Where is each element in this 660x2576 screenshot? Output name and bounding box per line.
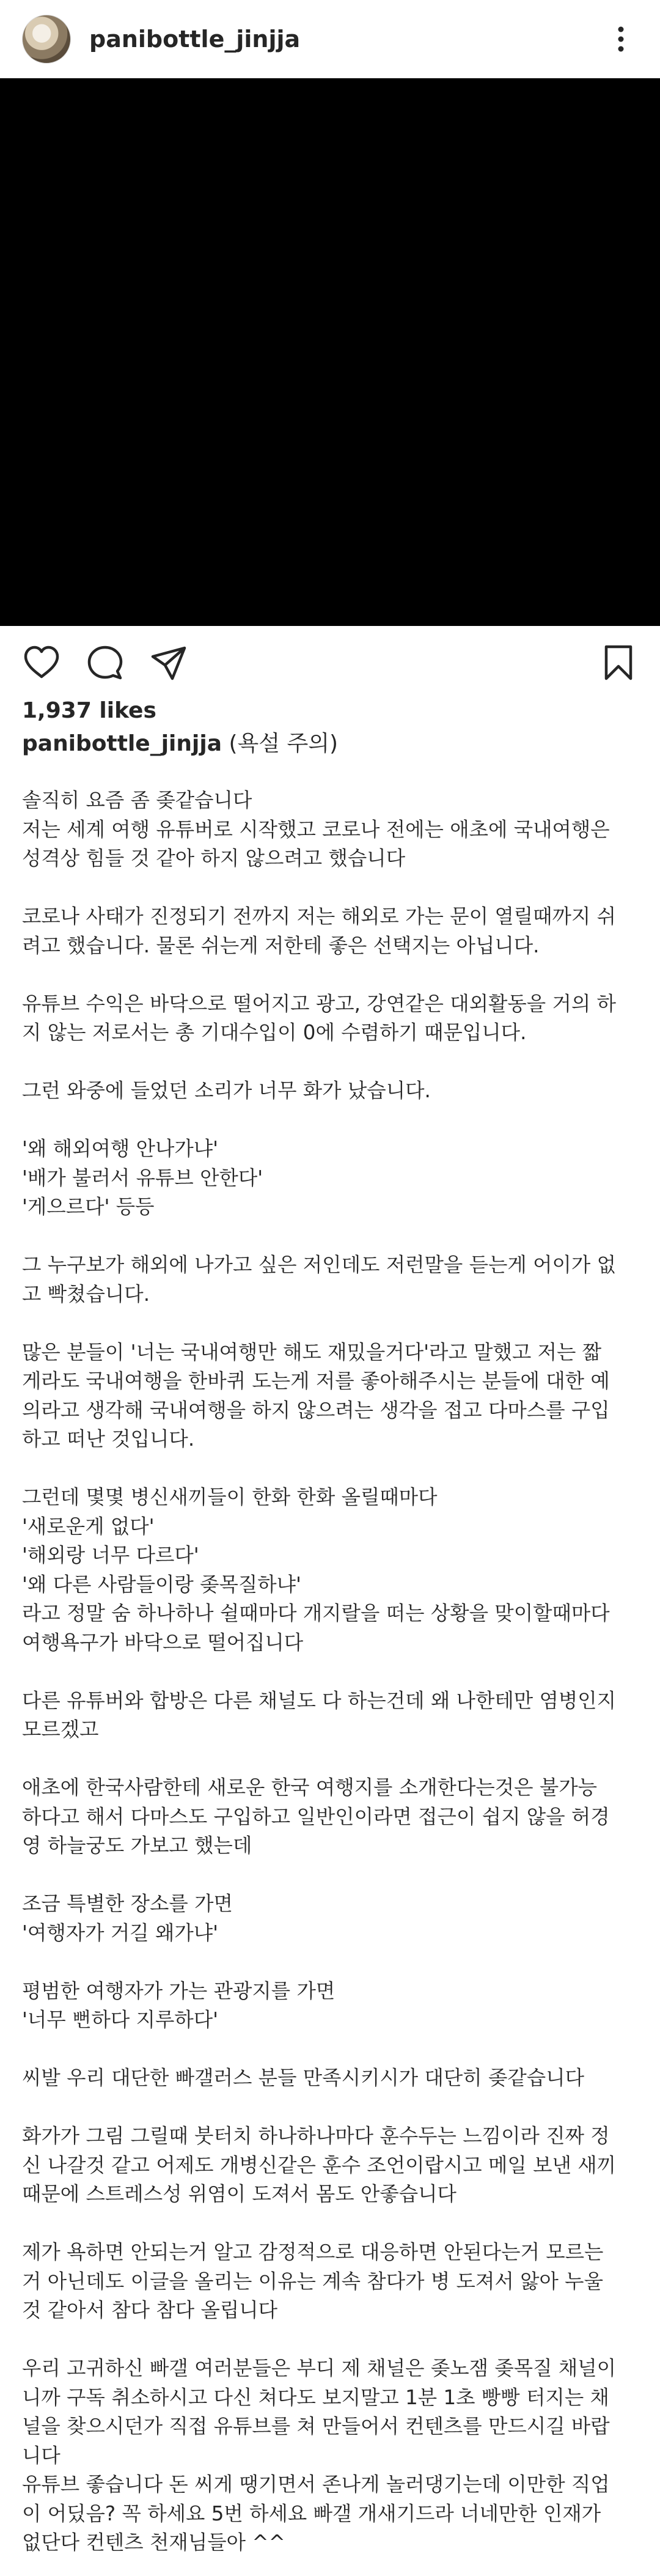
caption-line: 코로나 사태가 진정되기 전까지 저는 해외로 가는 문이 열릴때까지 쉬: [22, 905, 617, 928]
caption-gap: [22, 2093, 639, 2122]
caption-gap: [22, 1454, 639, 1484]
send-icon[interactable]: [149, 643, 188, 682]
caption-line: 널을 찾으시던가 직접 유튜브를 쳐 만들어서 컨텐츠를 만드시길 바랍: [22, 2415, 610, 2438]
caption-line: '해외랑 너무 다르다': [22, 1544, 199, 1567]
caption-line: '여행자가 거길 왜가냐': [22, 1921, 219, 1945]
caption-line: '왜 다른 사람들이랑 좆목질하냐': [22, 1572, 301, 1596]
caption-gap: [22, 1948, 639, 1977]
caption-gap: [22, 1745, 639, 1774]
caption-line: 제가 욕하면 안되는거 알고 감정적으로 대응하면 안된다는거 모르는: [22, 2240, 604, 2264]
post-header: [0, 0, 660, 78]
caption-line: '게으르다' 등등: [22, 1195, 155, 1218]
caption-line: 씨발 우리 대단한 빠갤러스 분들 만족시키시가 대단히 좆같습니다: [22, 2066, 584, 2089]
caption-line: 애초에 한국사람한테 새로운 한국 여행지를 소개한다는것은 불가능: [22, 1776, 598, 1799]
caption-gap: [22, 2325, 639, 2355]
caption-gap: [22, 1861, 639, 1890]
caption-line: 유튜브 수익은 바닥으로 떨어지고 광고, 강연같은 대외활동을 거의 하: [22, 992, 617, 1015]
caption-title: (욕설 주의): [229, 731, 339, 756]
caption-line: '배가 불러서 유튜브 안한다': [22, 1166, 263, 1190]
caption-header: [22, 727, 338, 760]
caption-line: 많은 분들이 '너는 국내여행만 해도 재밌을거다'라고 말했고 저는 짧: [22, 1340, 602, 1364]
caption-gap: [22, 1309, 639, 1338]
caption-line: 것 같아서 참다 참다 올립니다: [22, 2298, 278, 2322]
caption-line: 다른 유튜버와 합방은 다른 채널도 다 하는건데 왜 나한테만 염병인지: [22, 1688, 617, 1712]
caption-line: 유튜브 좋습니다 돈 씨게 땡기면서 존나게 놀러댕기는데 이만한 직업: [22, 2473, 610, 2496]
caption-gap: [22, 2209, 639, 2239]
caption-line: 니다: [22, 2443, 61, 2467]
caption-gap: [22, 1106, 639, 1135]
caption-line: 솔직히 요즘 좀 좆같습니다: [22, 789, 252, 812]
caption-line: 그런데 몇몇 병신새끼들이 한화 한화 올릴때마다: [22, 1485, 438, 1509]
caption-line: '새로운게 없다': [22, 1514, 155, 1538]
post-actions: [0, 626, 660, 697]
caption-line: 라고 정말 숨 하나하나 쉴때마다 개지랄을 떠는 상황을 맞이할때마다: [22, 1602, 610, 1625]
caption-line: 우리 고귀하신 빠갤 여러분들은 부디 제 채널은 좆노잼 좆목질 채널이: [22, 2357, 617, 2380]
comment-icon[interactable]: [86, 643, 125, 682]
caption-line: 거 아닌데도 이글을 올리는 이유는 계속 참다가 병 도져서 앓아 누울: [22, 2269, 603, 2293]
caption-line: 이 어딨음? 꼭 하세요 5번 하세요 빠갤 개새기드라 너네만한 인재가: [22, 2501, 601, 2525]
avatar[interactable]: [22, 15, 71, 64]
heart-icon[interactable]: [22, 643, 61, 682]
caption-body: [22, 786, 639, 2558]
caption-gap: [22, 2035, 639, 2064]
caption-line: 저는 세계 여행 유튜버로 시작했고 코로나 전에는 애초에 국내여행은: [22, 817, 610, 841]
caption-line: 영 하늘궁도 가보고 했는데: [22, 1834, 252, 1857]
caption-line: 지 않는 저로서는 총 기대수입이 0에 수렴하기 때문입니다.: [22, 1021, 527, 1044]
caption-gap: [22, 1048, 639, 1077]
likes-count[interactable]: 1,937 likes: [22, 698, 156, 723]
caption-line: 려고 했습니다. 물론 쉬는게 저한테 좋은 선택지는 아닙니다.: [22, 933, 540, 957]
caption-line: 고 빡쳤습니다.: [22, 1282, 150, 1306]
caption-line: 하고 떠난 것입니다.: [22, 1427, 195, 1451]
caption-line: '너무 뻔하다 지루하다': [22, 2008, 219, 2031]
caption-gap: [22, 1657, 639, 1687]
caption-line: 여행욕구가 바닥으로 떨어집니다: [22, 1630, 304, 1654]
caption-line: 모르겠고: [22, 1718, 99, 1741]
caption-line: 평범한 여행자가 가는 관광지를 가면: [22, 1979, 336, 2003]
caption-line: 때문에 스트레스성 위염이 도져서 몸도 안좋습니다: [22, 2182, 457, 2206]
caption-line: 니까 구독 취소하시고 다신 쳐다도 보지말고 1분 1초 빵빵 터지는 채: [22, 2385, 609, 2409]
caption-line: 그런 와중에 들었던 소리가 너무 화가 났습니다.: [22, 1079, 431, 1102]
post-username[interactable]: panibottle_jinjja: [89, 26, 301, 53]
caption-gap: [22, 960, 639, 990]
caption-line: 의라고 생각해 국내여행을 하지 않으려는 생각을 접고 다마스를 구입: [22, 1398, 610, 1422]
more-vertical-icon[interactable]: [609, 23, 633, 55]
caption-line: 없단다 컨텐츠 천재님들아 ^^: [22, 2531, 285, 2554]
bookmark-icon[interactable]: [599, 643, 638, 682]
caption-line: 조금 특별한 장소를 가면: [22, 1892, 233, 1915]
caption-line: 하다고 해서 다마스도 구입하고 일반인이라면 접근이 쉽지 않을 허경: [22, 1805, 610, 1828]
caption-line: 그 누구보가 해외에 나가고 싶은 저인데도 저런말을 듣는게 어이가 없: [22, 1253, 617, 1276]
caption-line: 성격상 힘들 것 같아 하지 않으려고 했습니다: [22, 847, 406, 870]
caption-line: '왜 해외여행 안나가냐': [22, 1137, 219, 1160]
caption-line: 화가가 그림 그릴때 붓터치 하나하나마다 훈수두는 느낌이라 진짜 정: [22, 2124, 610, 2147]
caption-username[interactable]: panibottle_jinjja: [22, 731, 222, 756]
caption-line: 신 나갈것 같고 어제도 개병신같은 훈수 조언이랍시고 메일 보낸 새끼: [22, 2153, 617, 2177]
caption-line: 게라도 국내여행을 한바퀴 도는게 저를 좋아해주시는 분들에 대한 예: [22, 1369, 610, 1393]
caption-gap: [22, 1222, 639, 1251]
post-media[interactable]: [0, 78, 660, 626]
caption-gap: [22, 874, 639, 903]
